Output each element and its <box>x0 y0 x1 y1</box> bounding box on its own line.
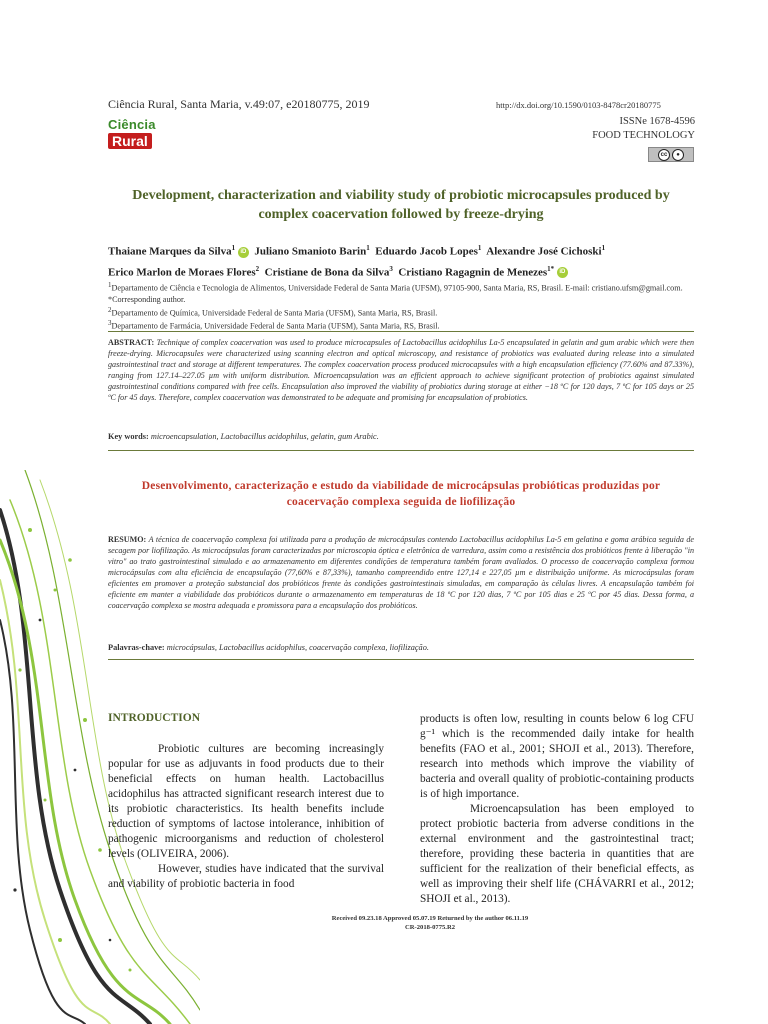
abstract-label: ABSTRACT <box>108 338 152 347</box>
divider <box>108 450 694 451</box>
logo-top-text: Ciência <box>108 117 156 132</box>
author-name: Juliano Smanioto Barin <box>254 245 367 258</box>
resumo-text: A técnica de coacervação complexa foi utilizada para a produção de microcápsulas contendo Lactobacillus acidophilus La-5 em gelatina e goma arábica seguida de secagem por liofilização. As microcápsulas foram caracterizadas por microscopia óptica e eletrônica de varredura, assim como a resistência dos probióticos frente à liberação "in vitro" ao trato gastrointestinal simulado e ao armazenamento em diferentes condições de temperatura também foram avaliados. O processo de coacervação complexa formou microcápsulas com alta eficiência de encapsulação (77,60% e 87,33%), tamanho compreendido entre 127,14 e 227,05 µm e distribuição uniforme. As microcápsulas foram eficientes em promover a proteção substancial dos probióticos frente às condições gastrointestinais simuladas, em comparação às células livres. A encapsulação também foi eficiente em manter a viabilidade dos probióticos durante o armazenamento em temperaturas de 18 ºC por 120 dias, 7 ºC por 105 dias e 25 ºC por 45 dias. Dessa forma, a coacervação complexa se mostra adequada e promissora para a encapsulação dos probióticos. <box>108 535 694 610</box>
article-title: Development, characterization and viability study of probiotic microcapsules produced by complex coacervation followed by freeze-drying <box>132 188 670 222</box>
abstract: ABSTRACT: Technique of complex coacervation was used to produce microcapsules of Lactobacillus acidophilus La-5 encapsulated in gelatin and gum arabic which were then freeze-drying. Microcapsules were characterized using scanning electron and optical microscopy, and resistance of probiotics was evaluated during release into a simulated gastrointestinal tract and storage at different temperatures. The complex coacervation process produced microcapsules with a high encapsulation efficiency (77.60% and 87.33%), ranging from 127.14–227.05 µm with uniform distribution. Microencapsulation was an efficient approach to achieve significant protection of probiotics against simulated gastrointestinal conditions compared with free cells. Encapsulation also improved the viability of probiotics during storage at either −18 ºC for 120 days, 7 ºC for 105 days or 25 ºC for 45 days. Therefore, complex coacervation was demonstrated to be adequate and promising for encapsulation of probiotics. <box>108 338 694 402</box>
palavras-chave: Palavras-chave: microcápsulas, Lactobacillus acidophilus, coacervação complexa, liofilização. <box>108 643 429 652</box>
affiliation: $^3$Departamento de Farmácia, Universidade Federal de Santa Maria (UFSM), Santa Maria, RS, Brasil. <box>108 319 440 332</box>
author-name: Cristiano Ragagnin de Menezes <box>398 266 548 279</box>
author-list <box>108 240 694 281</box>
divider <box>108 331 694 332</box>
author-name: Cristiane de Bona da Silva <box>264 266 390 279</box>
abstract-text: Technique of complex coacervation was used to produce microcapsules of Lactobacillus acidophilus La-5 encapsulated in gelatin and gum arabic which were then freeze-drying. Microcapsules were characterized using scanning electron and optical microscopy, and resistance of probiotics was evaluated during release into a simulated gastrointestinal tract and storage at different temperatures. The complex coacervation process produced microcapsules with a high encapsulation efficiency (77.60% and 87.33%), ranging from 127.14–227.05 µm with uniform distribution. Microencapsulation was an efficient approach to achieve significant protection of probiotics against simulated gastrointestinal conditions compared with free cells. Encapsulation also improved the viability of probiotics during storage at either −18 ºC for 120 days, 7 ºC for 105 days or 25 ºC for 45 days. Therefore, complex coacervation was demonstrated to be adequate and promising for encapsulation of probiotics. <box>108 338 694 402</box>
paragraph: Probiotic cultures are becoming increasingly popular for use as adjuvants in food products due to their beneficial effects on human health. Lactobacillus acidophilus has attracted significant research interest due to its probiotic characteristics. Its health benefits include reduction of symptoms of lactose intolerance, inhibition of pathogenic microorganisms and reduction of cholesterol levels (OLIVEIRA, 2006). <box>108 743 384 860</box>
orcid-icon[interactable]: iD <box>238 247 249 258</box>
keywords-text: microencapsulation, Lactobacillus acidophilus, gelatin, gum Arabic. <box>150 432 379 441</box>
cc-icon: cc <box>658 149 670 161</box>
paragraph: However, studies have indicated that the survival and viability of probiotic bacteria in food <box>108 863 384 890</box>
creative-commons-badge[interactable] <box>648 147 694 162</box>
author-line-2: Erico Marlon de Moraes Flores$^2$ Cristiane de Bona da Silva$^3$ Cristiano Ragagnin de Menezes$^{1*}$ iD <box>108 261 694 282</box>
section-heading: INTRODUCTION <box>108 712 201 724</box>
author-name: Erico Marlon de Moraes Flores <box>108 266 256 279</box>
author-line-1: Thaiane Marques da Silva$^1$ iD Juliano Smanioto Barin$^1$ Eduardo Jacob Lopes$^1$ Alexandre José Cichoski$^1$ <box>108 244 606 258</box>
issn: ISSNe 1678-4596 <box>619 116 695 127</box>
affiliations <box>108 280 694 332</box>
author-name: Thaiane Marques da Silva <box>108 245 232 258</box>
divider <box>108 659 694 660</box>
paragraph: Microencapsulation has been employed to protect probiotic bacteria from adverse conditions in the external environment and the gastrointestinal tract; therefore, providing these bacteria in quantities that are sufficient for the realization of their beneficial effects, as well as improving their shelf life (CHÁVARRI et al., 2012; SHOJI et al., 2013). <box>420 803 694 905</box>
logo-bottom-text: Rural <box>108 133 152 149</box>
resumo-label: RESUMO <box>108 535 144 544</box>
article-title-pt: Desenvolvimento, caracterização e estudo da viabilidade de microcápsulas probióticas produzidas por coacervação complexa seguida de liofilização <box>141 480 661 508</box>
manuscript-code: CR-2018-0775.R2 <box>405 924 455 931</box>
affiliation: $^1$Departamento de Ciência e Tecnologia de Alimentos, Universidade Federal de Santa Maria (UFSM), 97105-900, Santa Maria, RS, Brasil. E-mail: cristiano.ufsm@gmail.com. *Corresponding author. <box>108 281 683 304</box>
palavras-chave-text: microcápsulas, Lactobacillus acidophilus, coacervação complexa, liofilização. <box>166 643 429 652</box>
keywords: Key words: microencapsulation, Lactobacillus acidophilus, gelatin, gum Arabic. <box>108 432 379 441</box>
received-dates: Received 09.23.18 Approved 05.07.19 Returned by the author 06.11.19 CR-2018-0775.R2 <box>230 914 630 932</box>
paragraph: products is often low, resulting in counts below 6 log CFU g⁻¹ which is the recommended daily intake for health benefits (FAO et al., 2001; SHOJI et al., 2013). Therefore, research into methods which improve the viability of bacteria and overall quality of probiotic-containing products is of high importance. <box>420 713 694 800</box>
author-name: Alexandre José Cichoski <box>486 245 602 258</box>
resumo: RESUMO: A técnica de coacervação complexa foi utilizada para a produção de microcápsulas contendo Lactobacillus acidophilus La-5 em gelatina e goma arábica seguida de secagem por liofilização. As microcápsulas foram caracterizadas por microscopia óptica e eletrônica de varredura, assim como a resistência dos probióticos frente à liberação "in vitro" ao trato gastrointestinal simulado e ao armazenamento em diferentes condições de temperatura também foram avaliados. O processo de coacervação complexa formou microcápsulas com alta eficiência de encapsulação (77,60% e 87,33%), tamanho compreendido entre 127,14 e 227,05 µm e distribuição uniforme. As microcápsulas foram eficientes em promover a proteção substancial dos probióticos frente às condições gastrointestinais simuladas, em comparação às células livres. A encapsulação também foi eficiente em manter a viabilidade dos probióticos durante o armazenamento em temperaturas de 18 ºC por 120 dias, 7 ºC por 105 dias e 25 ºC por 45 dias. Dessa forma, a coacervação complexa se mostra adequada e promissora para a encapsulação dos probióticos. <box>108 535 694 610</box>
body-column-right <box>420 712 694 907</box>
author-name: Eduardo Jacob Lopes <box>375 245 478 258</box>
body-column-left <box>108 742 384 892</box>
doi-link[interactable]: http://dx.doi.org/10.1590/0103-8478cr20180775 <box>496 100 661 110</box>
section-label: FOOD TECHNOLOGY <box>592 130 695 141</box>
orcid-icon[interactable]: iD <box>557 267 568 278</box>
affiliation: $^2$Departamento de Química, Universidade Federal de Santa Maria (UFSM), Santa Maria, RS, Brasil. <box>108 305 438 318</box>
by-icon: ● <box>672 149 684 161</box>
journal-logo <box>108 118 170 156</box>
journal-citation: Ciência Rural, Santa Maria, v.49:07, e20180775, 2019 <box>108 97 370 111</box>
